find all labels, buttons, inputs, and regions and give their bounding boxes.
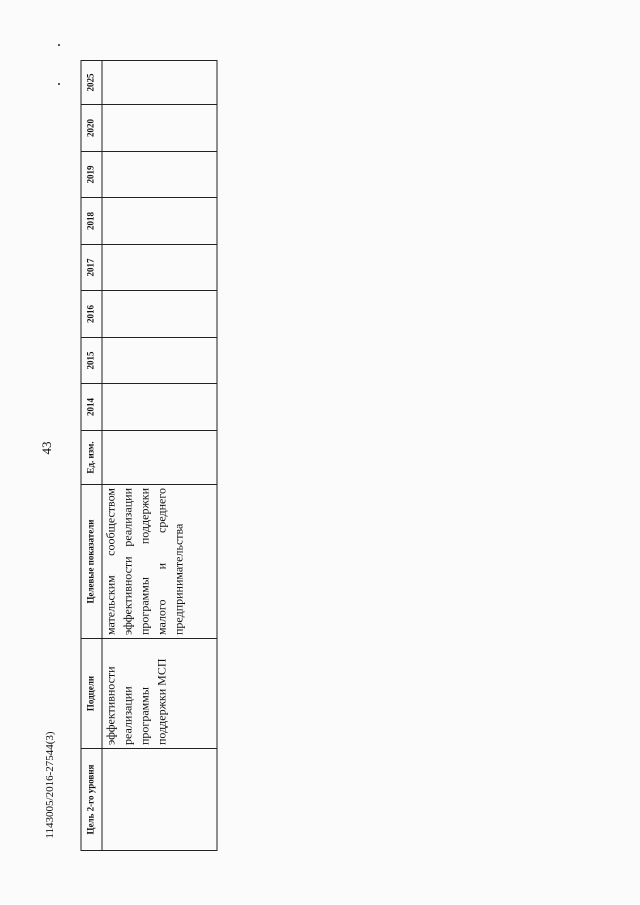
cell-subgoal: эффективности реализации программы поддержки МСП xyxy=(102,639,217,749)
scan-speck xyxy=(58,83,60,85)
cell-goal xyxy=(102,749,217,851)
cell-indicator: мательским сообществом эффективности реализации программы поддержки малого и среднего предпринимательства xyxy=(102,485,217,639)
header-year-2019: 2019 xyxy=(81,152,102,198)
header-year-2025: 2025 xyxy=(81,61,102,105)
header-year-2014: 2014 xyxy=(81,384,102,431)
cell-year-2015 xyxy=(102,338,217,384)
scan-speck xyxy=(58,44,60,46)
cell-unit xyxy=(102,431,217,485)
header-subgoal: Подцели xyxy=(81,639,102,749)
cell-year-2025 xyxy=(102,61,217,105)
header-goal: Цель 2-го уровня xyxy=(81,749,102,851)
targets-table xyxy=(81,60,218,851)
header-unit: Ед. изм. xyxy=(81,431,102,485)
rotated-table xyxy=(81,61,218,851)
document-code: 1143005/2016-27544(3) xyxy=(44,731,56,839)
cell-year-2017 xyxy=(102,245,217,291)
cell-year-2019 xyxy=(102,152,217,198)
page-number: 43 xyxy=(39,441,54,455)
table-header-row xyxy=(81,61,102,851)
table-row xyxy=(102,61,217,851)
cell-year-2016 xyxy=(102,291,217,338)
header-year-2017: 2017 xyxy=(81,245,102,291)
cell-year-2018 xyxy=(102,198,217,245)
header-year-2016: 2016 xyxy=(81,291,102,338)
cell-year-2014 xyxy=(102,384,217,431)
header-year-2015: 2015 xyxy=(81,338,102,384)
header-indicator: Целевые показатели xyxy=(81,485,102,639)
cell-year-2020 xyxy=(102,105,217,152)
header-year-2018: 2018 xyxy=(81,198,102,245)
header-year-2020: 2020 xyxy=(81,105,102,152)
